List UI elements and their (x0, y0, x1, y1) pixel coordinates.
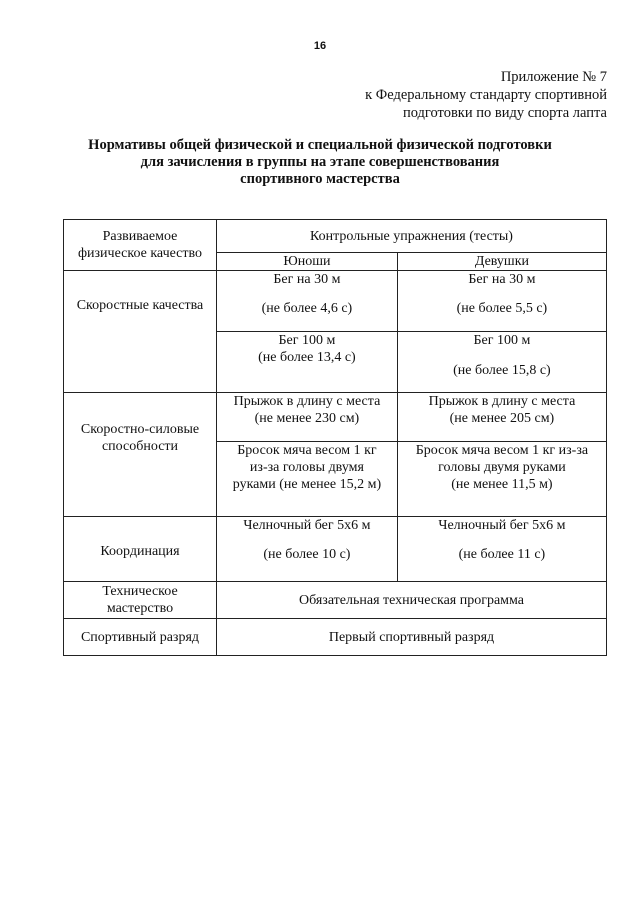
test-norm: (не более 4,6 с) (261, 301, 353, 316)
quality-label: мастерство (106, 601, 174, 616)
appendix-line: к Федеральному стандарту спортивной (365, 87, 607, 103)
test-norm: (не более 13,4 с) (258, 350, 356, 365)
table-row (64, 271, 607, 332)
title-line: Нормативы общей физической и специальной физической подготовки (88, 137, 552, 153)
test-cell (397, 393, 606, 442)
table-header-row (64, 220, 607, 253)
table-row (64, 393, 607, 442)
test-cell (217, 517, 398, 582)
header-girls-cell: Девушки (397, 253, 606, 271)
header-quality-cell (64, 220, 217, 271)
title-line: спортивного мастерства (240, 171, 400, 187)
header-quality-text: физическое качество (77, 246, 203, 261)
document-title (40, 137, 600, 188)
quality-rank-cell: Спортивный разряд (64, 619, 217, 656)
test-norm: (не менее 205 см) (449, 411, 555, 426)
test-name: Челночный бег 5х6 м (438, 518, 566, 533)
appendix-line: Приложение № 7 (500, 69, 607, 85)
test-cell (397, 332, 606, 393)
page-number: 16 (313, 40, 327, 52)
quality-label: способности (101, 439, 179, 454)
test-name: Бег на 30 м (273, 272, 341, 287)
norms-table (63, 219, 607, 656)
test-name: головы двумя руками (438, 460, 566, 475)
table-row (64, 582, 607, 619)
test-cell (217, 271, 398, 332)
test-name: Бег 100 м (473, 333, 531, 348)
quality-speed-cell: Скоростные качества (64, 271, 217, 393)
quality-technique-cell (64, 582, 217, 619)
test-cell (397, 442, 606, 517)
test-cell (217, 332, 398, 393)
quality-coordination-cell: Координация (64, 517, 217, 582)
appendix-line: подготовки по виду спорта лапта (402, 105, 607, 121)
test-cell (397, 271, 606, 332)
quality-speed-strength-cell (64, 393, 217, 517)
test-cell (217, 442, 398, 517)
title-line: для зачисления в группы на этапе совершенствования (140, 154, 500, 170)
header-tests-cell: Контрольные упражнения (тесты) (217, 220, 607, 253)
quality-label: Техническое (102, 584, 178, 599)
header-quality-text: Развиваемое (102, 229, 178, 244)
test-norm: руками (не менее 15,2 м) (232, 477, 382, 492)
test-norm: (не более 10 с) (263, 547, 351, 562)
appendix-reference (365, 68, 607, 122)
test-norm: (не более 5,5 с) (456, 301, 548, 316)
quality-label: Скоростно-силовые (80, 422, 200, 437)
test-norm: (не более 15,8 с) (453, 363, 551, 378)
test-cell (397, 517, 606, 582)
test-norm: (не менее 11,5 м) (451, 477, 553, 492)
test-name: Прыжок в длину с места (233, 394, 381, 409)
test-name: Бросок мяча весом 1 кг из-за (415, 443, 589, 458)
test-norm: (не менее 230 см) (254, 411, 360, 426)
rank-value-cell: Первый спортивный разряд (217, 619, 607, 656)
table-row (64, 619, 607, 656)
test-name: Бег на 30 м (468, 272, 536, 287)
test-cell (217, 393, 398, 442)
table-row (64, 517, 607, 582)
test-name: Бег 100 м (278, 333, 336, 348)
technique-program-cell: Обязательная техническая программа (217, 582, 607, 619)
test-name: Бросок мяча весом 1 кг (237, 443, 377, 458)
test-name: Челночный бег 5х6 м (243, 518, 371, 533)
test-norm: (не более 11 с) (458, 547, 546, 562)
header-boys-cell: Юноши (217, 253, 398, 271)
test-name: Прыжок в длину с места (428, 394, 576, 409)
test-name: из-за головы двумя (249, 460, 364, 475)
